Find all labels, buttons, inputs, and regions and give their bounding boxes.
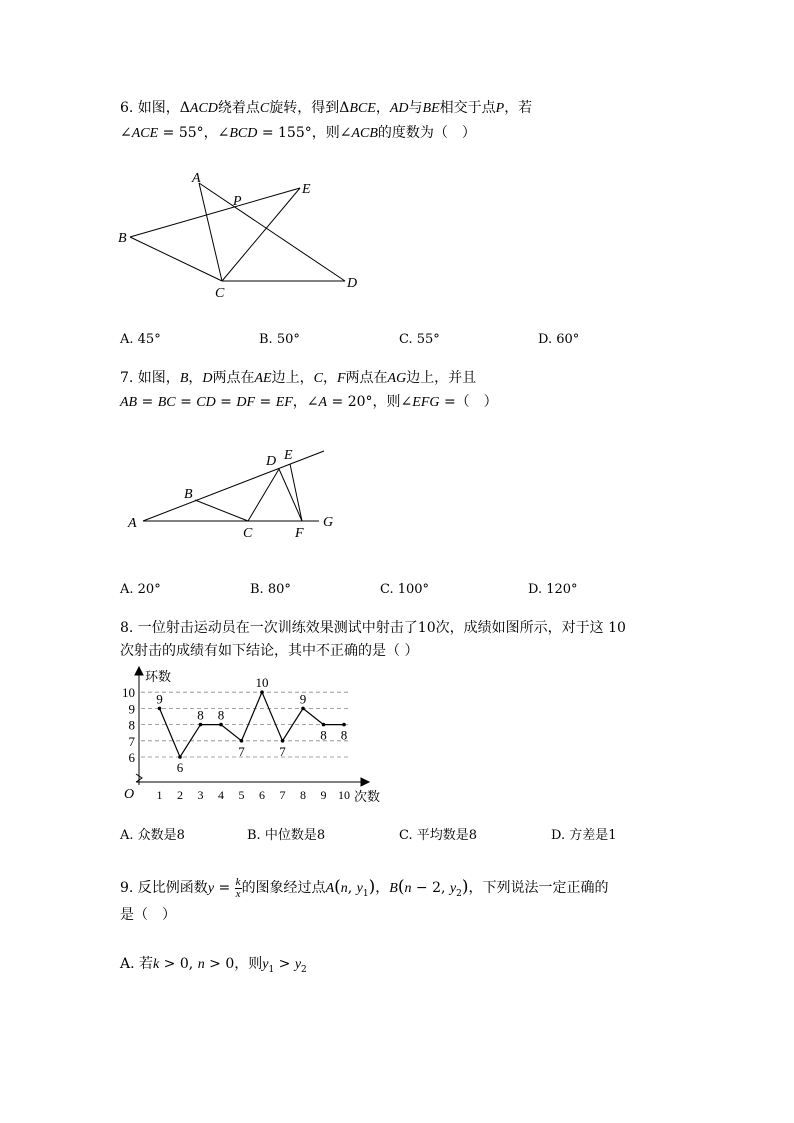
- q6-segment-BC: [130, 237, 222, 281]
- q8-x-tick-label: 10: [338, 788, 350, 802]
- q8-data-point: [178, 755, 182, 759]
- q8-origin-label: O: [124, 787, 135, 802]
- q8-data-point: [219, 723, 223, 727]
- q8-y-tick-label: 7: [128, 733, 135, 749]
- q7-label-G: G: [323, 515, 334, 530]
- q8-x-tick-label: 1: [156, 788, 163, 802]
- q8-data-label: 9: [156, 691, 163, 707]
- q8-data-label: 8: [217, 707, 225, 723]
- q6-option-d[interactable]: D. 60°: [538, 332, 580, 347]
- q8-data-label: 9: [299, 691, 307, 707]
- q9-stem-line1: 9. 反比例函数y = $\frac{k}{x}$ 的图象经过点A(n, $y_1$)，B(n − 2, $y_2$)，下列说法一定正确的: [120, 875, 609, 900]
- q6-label-P: P: [233, 194, 242, 209]
- q8-y-tick-label: 6: [128, 750, 135, 765]
- q6-figure: [110, 165, 370, 305]
- q7-segment-EF: [290, 464, 302, 521]
- q8-x-tick-label: 2: [177, 788, 183, 802]
- q8-data-label: 10: [255, 675, 269, 691]
- q8-option-a[interactable]: A. 众数是8: [120, 828, 185, 843]
- q6-label-C: C: [215, 286, 225, 301]
- q6-segment-BE: [130, 188, 300, 237]
- q6-option-b[interactable]: B. 50°: [259, 332, 300, 347]
- q7-stem-line2: AB = BC = CD = DF = EF，∠A = 20°，则∠EFG =（ ）: [120, 394, 498, 410]
- q9-fraction-k-over-x: $\frac{k}{x}$: [235, 875, 241, 900]
- q9-stem-line2: 是（ ）: [120, 907, 176, 923]
- q8-x-tick-label: 8: [300, 788, 306, 802]
- q6-stem-line1: 6. 如图，ΔACD绕着点C旋转，得到ΔBCE，AD与BE相交于点P，若: [120, 100, 533, 116]
- q8-x-tick-label: 5: [238, 788, 245, 802]
- q8-y-tick-label: 10: [122, 685, 135, 701]
- q8-data-point: [158, 707, 162, 711]
- q8-x-tick-label: 9: [320, 788, 327, 802]
- q8-stem-line1: 8. 一位射击运动员在一次训练效果测试中射击了10次，成绩如图所示，对于这 10: [120, 620, 626, 636]
- q7-option-a[interactable]: A. 20°: [120, 582, 161, 597]
- q7-label-D: D: [266, 454, 277, 469]
- q8-x-tick-label: 3: [197, 788, 204, 802]
- q7-segment-CD: [248, 469, 279, 521]
- q8-option-b[interactable]: B. 中位数是8: [247, 828, 326, 843]
- q8-data-point: [322, 723, 326, 727]
- q7-figure: [120, 440, 345, 545]
- q8-data-label: 8: [197, 707, 204, 723]
- q7-option-d[interactable]: D. 120°: [528, 582, 578, 597]
- q7-label-F: F: [295, 526, 304, 541]
- q6-segment-AC: [199, 183, 222, 281]
- q8-y-axis-title: 环数: [145, 669, 172, 684]
- q8-data-point: [301, 707, 305, 711]
- q8-line-chart: [112, 662, 392, 812]
- q6-stem-line2: ∠ACE = 55°，∠BCD = 155°，则∠ACB的度数为（ ）: [120, 125, 476, 141]
- q8-x-axis-title: 次数: [354, 789, 381, 804]
- q8-option-c[interactable]: C. 平均数是8: [399, 828, 478, 843]
- q8-data-point: [260, 690, 264, 694]
- q6-label-E: E: [302, 182, 311, 197]
- q8-data-point: [199, 723, 203, 727]
- q8-data-label: 7: [279, 743, 286, 759]
- q7-label-C: C: [243, 526, 253, 541]
- q7-stem-line1: 7. 如图，B，D两点在AE边上，C，F两点在AG边上，并且: [120, 370, 477, 386]
- q8-data-label: 6: [176, 760, 184, 775]
- q7-label-E: E: [284, 448, 293, 463]
- q8-data-label: 7: [238, 743, 245, 759]
- q8-data-point: [281, 739, 285, 743]
- q8-stem-line2: 次射击的成绩有如下结论，其中不正确的是（ ）: [120, 643, 419, 659]
- q8-y-tick-label: 9: [128, 701, 135, 717]
- q6-segment-AD: [199, 183, 345, 281]
- q8-y-tick-label: 8: [128, 717, 135, 733]
- q7-segment-BC: [195, 500, 248, 521]
- q7-label-A: A: [128, 516, 137, 531]
- q8-x-tick-label: 7: [279, 788, 286, 802]
- q8-x-tick-label: 4: [218, 788, 224, 802]
- q8-data-label: 8: [320, 727, 327, 743]
- q6-option-a[interactable]: A. 45°: [120, 332, 161, 347]
- q8-data-point: [342, 723, 346, 727]
- q7-option-b[interactable]: B. 80°: [250, 582, 291, 597]
- q6-label-A: A: [192, 171, 201, 186]
- q8-y-axis-arrow: [135, 667, 143, 675]
- q7-label-B: B: [184, 487, 193, 502]
- q8-option-d[interactable]: D. 方差是1: [551, 828, 617, 843]
- q7-segment-DF: [279, 469, 302, 521]
- q6-label-B: B: [118, 231, 127, 246]
- q6-label-D: D: [347, 276, 358, 291]
- q6-option-c[interactable]: C. 55°: [399, 332, 440, 347]
- q9-option-a[interactable]: A. 若k > 0, n > 0，则$y_1 > y_2$: [120, 956, 307, 975]
- q8-data-point: [240, 739, 244, 743]
- q8-x-tick-label: 6: [259, 788, 265, 802]
- q7-option-c[interactable]: C. 100°: [380, 582, 430, 597]
- q8-x-axis-arrow: [361, 778, 369, 786]
- q8-data-label: 8: [340, 727, 348, 743]
